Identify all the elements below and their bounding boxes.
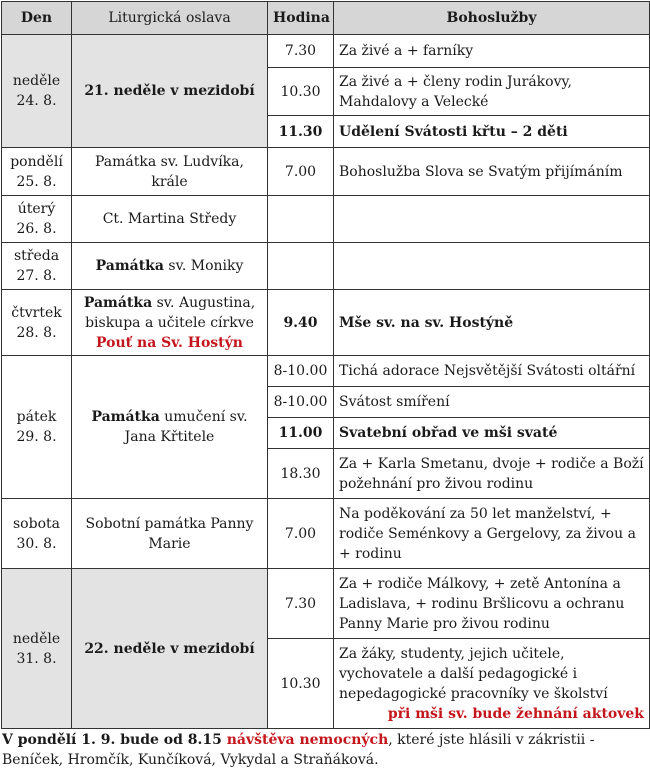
liturgy-cell: [72, 290, 268, 356]
day-cell: [2, 499, 72, 569]
day-cell: [2, 196, 72, 243]
pilgrimage-note: Pouť na Sv. Hostýn: [96, 334, 243, 351]
service-cell: Na poděkování za 50 let manželství, + rodiče Seménkovy a Gergelovy, za živou a + rodinu: [334, 499, 650, 569]
time-cell: 7.30: [268, 35, 334, 68]
time-cell: 11.30: [268, 116, 334, 148]
service-cell: [334, 243, 650, 290]
table-row: [2, 499, 650, 569]
time-cell: 7.00: [268, 499, 334, 569]
time-cell: [268, 196, 334, 243]
day-cell: [2, 148, 72, 196]
table-row: [2, 148, 650, 196]
time-cell: 8-10.00: [268, 356, 334, 387]
liturgy-rest: sv. Moniky: [163, 258, 244, 274]
liturgy-cell: 21. neděle v mezidobí: [72, 35, 268, 148]
service-cell: [334, 639, 650, 729]
day-date: 26. 8.: [16, 221, 57, 237]
table-row: [2, 290, 650, 356]
service-cell: Za + Karla Smetanu, dvoje + rodiče a Boží požehnání pro živou rodinu: [334, 449, 650, 499]
liturgy-cell: Ct. Martina Středy: [72, 196, 268, 243]
header-time: Hodina: [268, 2, 334, 35]
header-day: Den: [2, 2, 72, 35]
day-name: neděle: [12, 630, 61, 647]
day-date: 31. 8.: [16, 650, 57, 667]
time-cell: 18.30: [268, 449, 334, 499]
liturgy-cell: [72, 356, 268, 499]
service-cell: [334, 196, 650, 243]
day-date: 29. 8.: [16, 429, 57, 445]
time-cell: 7.30: [268, 569, 334, 639]
liturgy-cell: Památka sv. Ludvíka, krále: [72, 148, 268, 196]
service-cell: Bohoslužba Slova se Svatým přijímáním: [334, 148, 650, 196]
table-row: [2, 35, 650, 68]
service-cell: Za živé a + členy rodin Jurákovy, Mahdalovy a Velecké: [334, 68, 650, 116]
service-cell: Mše sv. na sv. Hostýně: [334, 290, 650, 356]
day-name: čtvrtek: [11, 304, 62, 321]
day-cell: [2, 290, 72, 356]
time-cell: [268, 243, 334, 290]
header-liturgy: Liturgická oslava: [72, 2, 268, 35]
time-cell: 11.00: [268, 418, 334, 449]
liturgy-cell: 22. neděle v mezidobí: [72, 569, 268, 729]
day-date: 27. 8.: [16, 268, 57, 284]
table-row: [2, 569, 650, 639]
service-cell: Svatební obřad ve mši svaté: [334, 418, 650, 449]
day-name: pátek: [16, 409, 57, 425]
table-header-row: [2, 2, 650, 35]
blessing-note: při mši sv. bude žehnání aktovek: [387, 705, 644, 722]
liturgy-bold: Památka: [95, 258, 164, 274]
time-cell: 9.40: [268, 290, 334, 356]
service-cell: Udělení Svátosti křtu – 2 děti: [334, 116, 650, 148]
day-cell: [2, 243, 72, 290]
day-date: 25. 8.: [16, 173, 57, 190]
day-date: 28. 8.: [16, 324, 57, 341]
footer-highlight: návštěva nemocných: [226, 732, 389, 748]
table-row: [2, 243, 650, 290]
day-date: 24. 8.: [16, 93, 57, 109]
service-text: Za žáky, studenty, jejich učitele, vychovatele a další pedagogické i nepedagogické pracovníky ve školství: [339, 645, 608, 702]
liturgy-bold: Památka: [91, 409, 160, 425]
schedule-table: [1, 1, 650, 729]
time-cell: 7.00: [268, 148, 334, 196]
day-name: středa: [13, 248, 60, 264]
liturgy-bold: Památka: [83, 294, 153, 311]
liturgy-cell: Sobotní památka Panny Marie: [72, 499, 268, 569]
time-cell: 8-10.00: [268, 387, 334, 418]
header-services: Bohoslužby: [334, 2, 650, 35]
footer-intro: V pondělí 1. 9. bude od 8.15: [2, 732, 227, 748]
service-cell: Za živé a + farníky: [334, 35, 650, 68]
day-date: 30. 8.: [16, 535, 57, 552]
day-cell: [2, 35, 72, 148]
day-cell: [2, 569, 72, 729]
footer-note: [2, 730, 648, 770]
service-cell: Svátost smíření: [334, 387, 650, 418]
day-name: úterý: [17, 201, 56, 217]
time-cell: 10.30: [268, 639, 334, 729]
table-row: [2, 356, 650, 387]
service-cell: Za + rodiče Málkovy, + zetě Antonína a Ladislava, + rodinu Bršlicovu a ochranu Panny Marie pro živou rodinu: [334, 569, 650, 639]
day-cell: [2, 356, 72, 499]
day-name: neděle: [12, 73, 61, 89]
service-cell: Tichá adorace Nejsvětější Svátosti oltářní: [334, 356, 650, 387]
time-cell: 10.30: [268, 68, 334, 116]
liturgy-cell: [72, 243, 268, 290]
day-name: pondělí: [10, 153, 63, 170]
liturgy-rest: umučení sv. Jana Křtitele: [124, 409, 248, 445]
table-row: [2, 196, 650, 243]
footer-rest: , které jste hlásili v zákristii - Beníček, Hromčík, Kunčíková, Vykydal a Straňáková.: [2, 732, 595, 768]
day-name: sobota: [13, 515, 60, 532]
liturgy-rest: sv. Augustina, biskupa a učitele církve: [85, 294, 256, 331]
